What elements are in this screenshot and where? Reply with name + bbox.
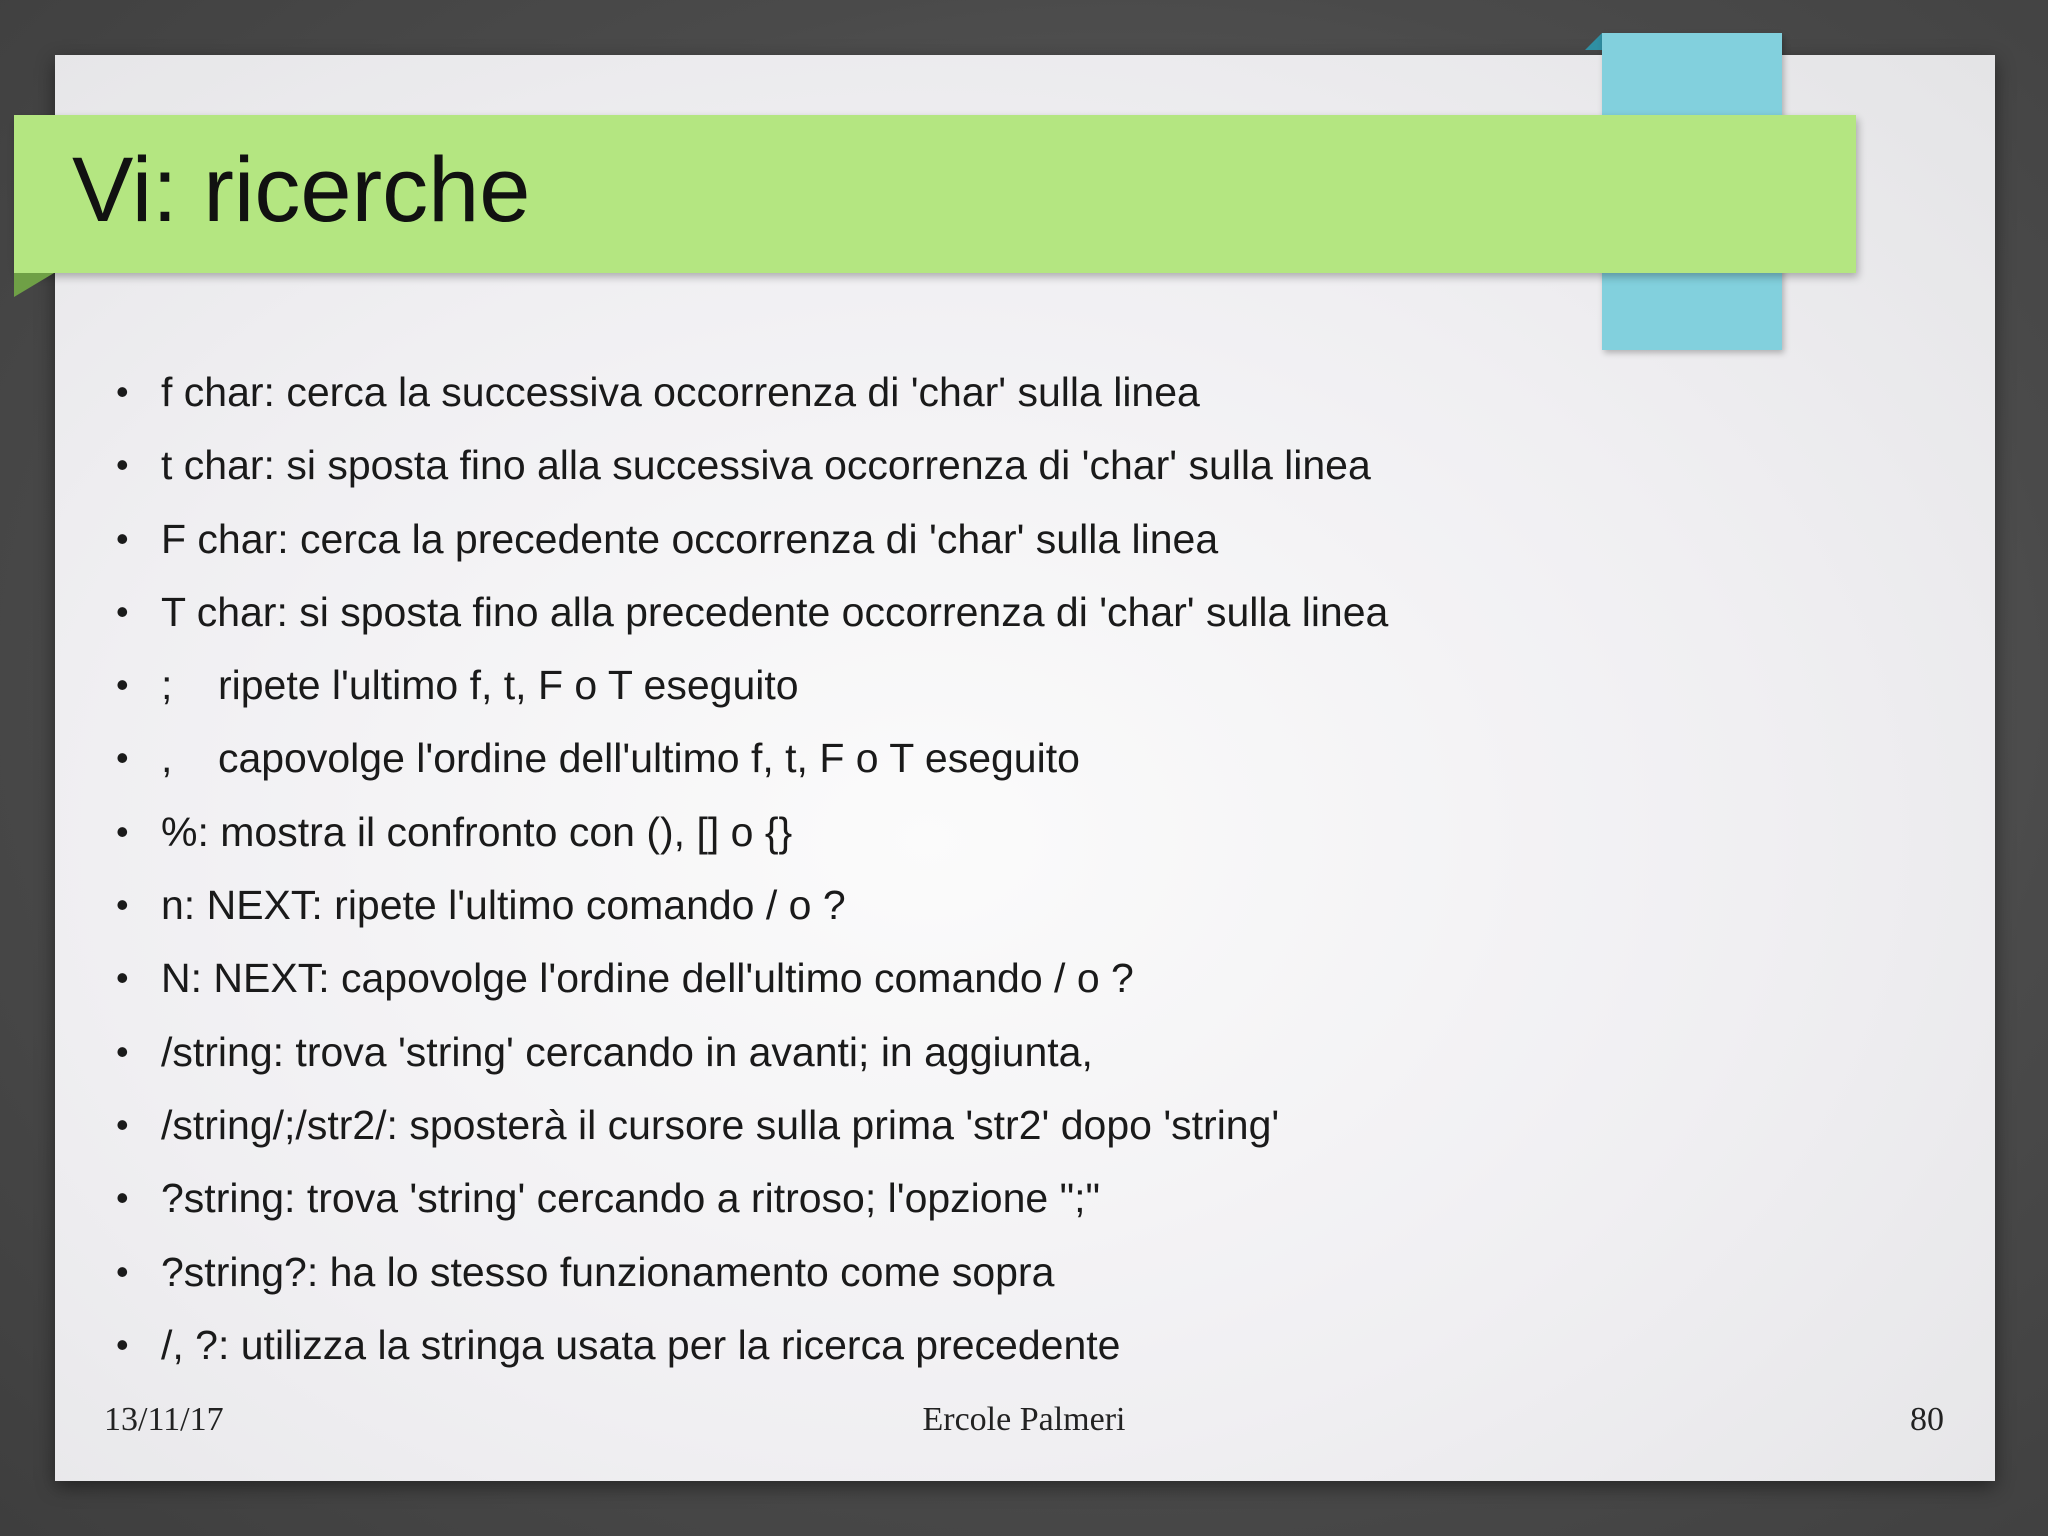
list-item xyxy=(110,357,1810,430)
list-item xyxy=(110,797,1810,870)
list-item-text: ?string?: ha lo stesso funzionamento come sopra xyxy=(161,1248,1055,1295)
bullet-icon: • xyxy=(116,884,129,926)
list-item xyxy=(110,723,1810,796)
list-item xyxy=(110,650,1810,723)
list-item-text: T char: si sposta fino alla precedente occorrenza di 'char' sulla linea xyxy=(161,588,1389,635)
slide-title: Vi: ricerche xyxy=(72,139,531,241)
list-item-text: N: NEXT: capovolge l'ordine dell'ultimo comando / o ? xyxy=(161,955,1134,1002)
list-item-text: F char: cerca la precedente occorrenza di 'char' sulla linea xyxy=(161,515,1219,562)
accent-block-fold xyxy=(1585,33,1602,50)
bullet-icon: • xyxy=(116,957,129,999)
bullet-icon: • xyxy=(116,444,129,486)
list-item-text: n: NEXT: ripete l'ultimo comando / o ? xyxy=(161,882,846,929)
list-item xyxy=(110,577,1810,650)
bullet-icon: • xyxy=(116,664,129,706)
bullet-icon: • xyxy=(116,810,129,852)
bullet-icon: • xyxy=(116,590,129,632)
title-bar-fold xyxy=(14,273,54,297)
bullet-icon: • xyxy=(116,1177,129,1219)
bullet-icon: • xyxy=(116,1103,129,1145)
bullet-icon: • xyxy=(116,1030,129,1072)
footer-author: Ercole Palmeri xyxy=(922,1401,1126,1438)
list-item-text: /string/;/str2/: sposterà il cursore sulla prima 'str2' dopo 'string' xyxy=(161,1101,1280,1148)
list-item-text: f char: cerca la successiva occorrenza di 'char' sulla linea xyxy=(161,369,1200,415)
list-item xyxy=(110,870,1810,943)
list-item-text: t char: si sposta fino alla successiva occorrenza di 'char' sulla linea xyxy=(161,442,1371,489)
list-item-text: %: mostra il confronto con (), [] o {} xyxy=(161,808,793,855)
list-item xyxy=(110,1017,1810,1090)
bullet-icon: • xyxy=(116,1323,129,1365)
list-item xyxy=(110,1310,1810,1383)
bullet-list xyxy=(110,357,1810,1383)
list-item-text: ?string: trova 'string' cercando a ritroso; l'opzione ";" xyxy=(161,1175,1101,1222)
page-number: 80 xyxy=(1910,1401,1944,1438)
list-item xyxy=(110,430,1810,503)
bullet-icon: • xyxy=(116,517,129,559)
list-item-text: ; ripete l'ultimo f, t, F o T eseguito xyxy=(161,662,799,709)
list-item xyxy=(110,1163,1810,1236)
list-item-text: , capovolge l'ordine dell'ultimo f, t, F o T eseguito xyxy=(161,735,1080,782)
list-item-text: /, ?: utilizza la stringa usata per la ricerca precedente xyxy=(161,1321,1121,1368)
bullet-icon: • xyxy=(116,371,129,412)
bullet-icon: • xyxy=(116,1250,129,1292)
list-item xyxy=(110,504,1810,577)
footer-date: 13/11/17 xyxy=(104,1401,224,1438)
list-item xyxy=(110,943,1810,1016)
list-item-text: /string: trova 'string' cercando in avanti; in aggiunta, xyxy=(161,1028,1093,1075)
list-item xyxy=(110,1237,1810,1310)
list-item xyxy=(110,1090,1810,1163)
bullet-icon: • xyxy=(116,737,129,779)
